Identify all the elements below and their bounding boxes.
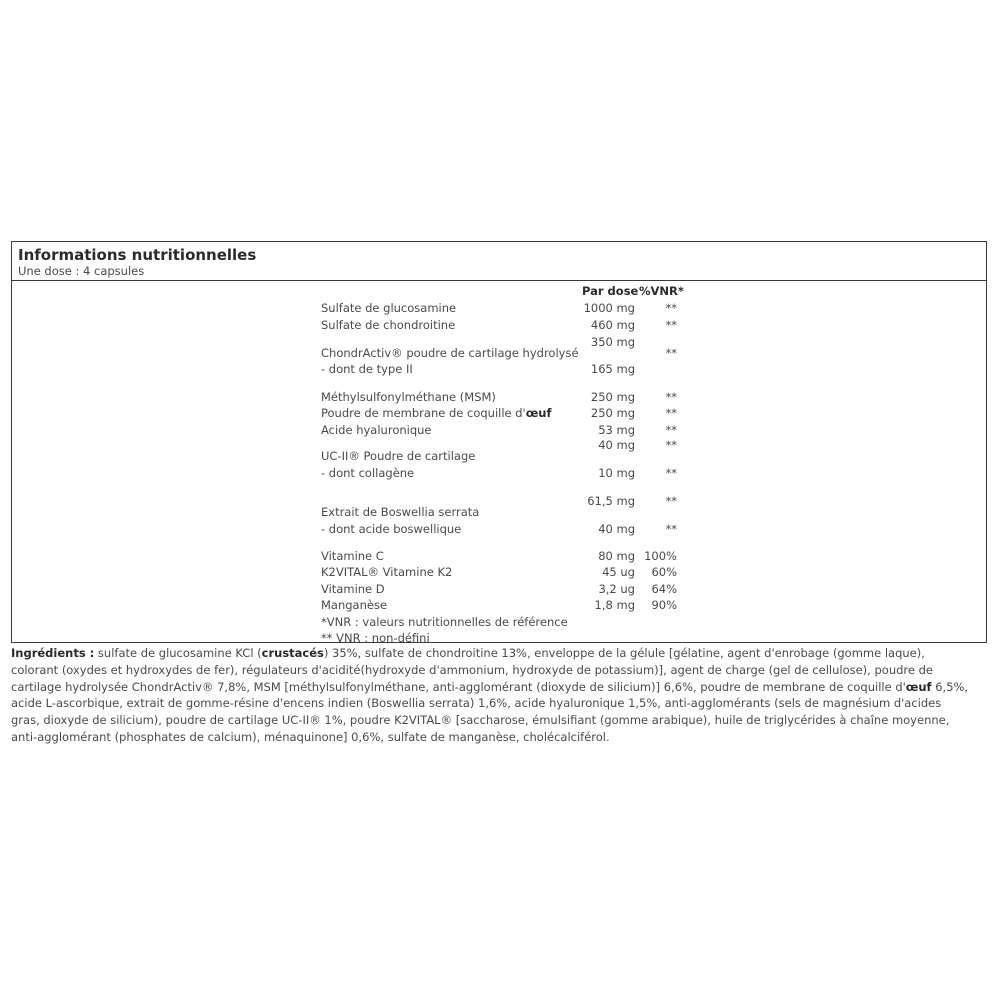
nutrient-amount: 80 mg [598,549,635,563]
nutrient-amount: 10 mg [598,466,635,480]
nutrient-name: Vitamine C [321,549,384,563]
ingredients-text [11,645,971,746]
nutrient-amount: 350 mg [590,335,635,349]
nutrient-name: Vitamine D [321,582,385,596]
nutrient-vnr: ** [665,346,677,360]
nutrient-name: UC-II® Poudre de cartilage [321,449,476,463]
ingredients-part2: ) 35%, sulfate de chondroitine 13%, enveloppe de la gélule [gélatine, agent d'enrobage (gomme laque), colorant (oxydes et hydroxydes de fer), régulateurs d'acidité(hydroxyde d'ammonium, hydroxyde de potassium)], agent de charge (gel de cellulose), poudre de cartilage hydrolysée ChondrActiv® 7,8%, MSM [méthylsulfonylméthane, anti-agglomérant (dioxyde de silicium)] 6,6%, poudre de membrane de coquille d' [11,646,933,694]
nutrient-amount: 250 mg [590,390,635,404]
nutrient-vnr: ** [665,423,677,437]
nutrient-name: Méthylsulfonylméthane (MSM) [321,390,496,404]
per-dose-header: Par dose [582,284,639,298]
nutrient-name: Manganèse [321,598,388,612]
nutrient-name: K2VITAL® Vitamine K2 [321,565,453,579]
panel-title: Informations nutritionnelles [18,246,257,264]
nutrient-amount: 40 mg [598,438,635,452]
nutrient-vnr: 60% [651,565,677,579]
nutrient-vnr: 90% [651,598,677,612]
nutrient-name: Acide hyaluronique [321,423,432,437]
nutrient-name: - dont collagène [321,466,415,480]
nutrient-name: ** VNR : non-défini [321,631,430,645]
nutrient-amount: 45 ug [602,565,635,579]
allergen-oeuf: œuf [905,679,932,694]
nutrient-vnr: ** [665,318,677,332]
nutrient-amount: 3,2 ug [598,582,635,596]
nutrient-name: Extrait de Boswellia serrata [321,505,480,519]
nutrient-amount: 61,5 mg [587,494,635,508]
nutrient-vnr: 64% [651,582,677,596]
nutrient-name: Sulfate de glucosamine [321,301,457,315]
nutrient-vnr: ** [665,438,677,452]
nutrition-panel [11,241,987,643]
nutrient-amount: 165 mg [590,362,635,376]
panel-subtitle: Une dose : 4 capsules [18,264,145,278]
nutrient-name: *VNR : valeurs nutritionnelles de référence [321,615,568,629]
nutrient-vnr: ** [665,301,677,315]
nutrient-amount: 1,8 mg [594,598,635,612]
nutrient-vnr: ** [665,406,677,420]
nutrient-vnr: ** [665,494,677,508]
ingredients-label: Ingrédients : [11,646,95,660]
nutrient-amount: 250 mg [590,406,635,420]
nutrient-vnr: 100% [644,549,677,563]
header-divider [12,280,986,281]
allergen-crustaces: crustacés [261,646,324,660]
nutrient-name: Poudre de membrane de coquille d'œuf [321,406,552,420]
nutrient-amount: 460 mg [590,318,635,332]
ingredients-part1: sulfate de glucosamine KCl ( [94,646,262,660]
nutrient-name: - dont de type II [321,362,413,376]
nutrient-vnr: ** [665,466,677,480]
nutrient-amount: 1000 mg [583,301,635,315]
nutrient-amount: 53 mg [598,423,635,437]
nutrient-name: Sulfate de chondroitine [321,318,456,332]
vnr-header: %VNR* [639,284,684,298]
nutrient-vnr: ** [665,390,677,404]
ingredients-part3: 6,5%, acide L-ascorbique, extrait de gomme-résine d'encens indien (Boswellia serrata) 1,6%, acide hyaluronique 1,5%, anti-agglomérants (sels de magnésium d'acides gras, dioxyde de silicium), poudre de cartilage UC-II® 1%, poudre K2VITAL® [saccharose, émulsifiant (gomme arabique), huile de triglycérides à chaîne moyenne, anti-agglomérant (phosphates de calcium), ménaquinone] 0,6%, sulfate de manganèse, cholécalciférol. [11,679,969,744]
nutrient-name: ChondrActiv® poudre de cartilage hydrolysé [321,346,579,360]
nutrient-amount: 40 mg [598,522,635,536]
nutrient-vnr: ** [665,522,677,536]
nutrient-name: - dont acide boswellique [321,522,462,536]
